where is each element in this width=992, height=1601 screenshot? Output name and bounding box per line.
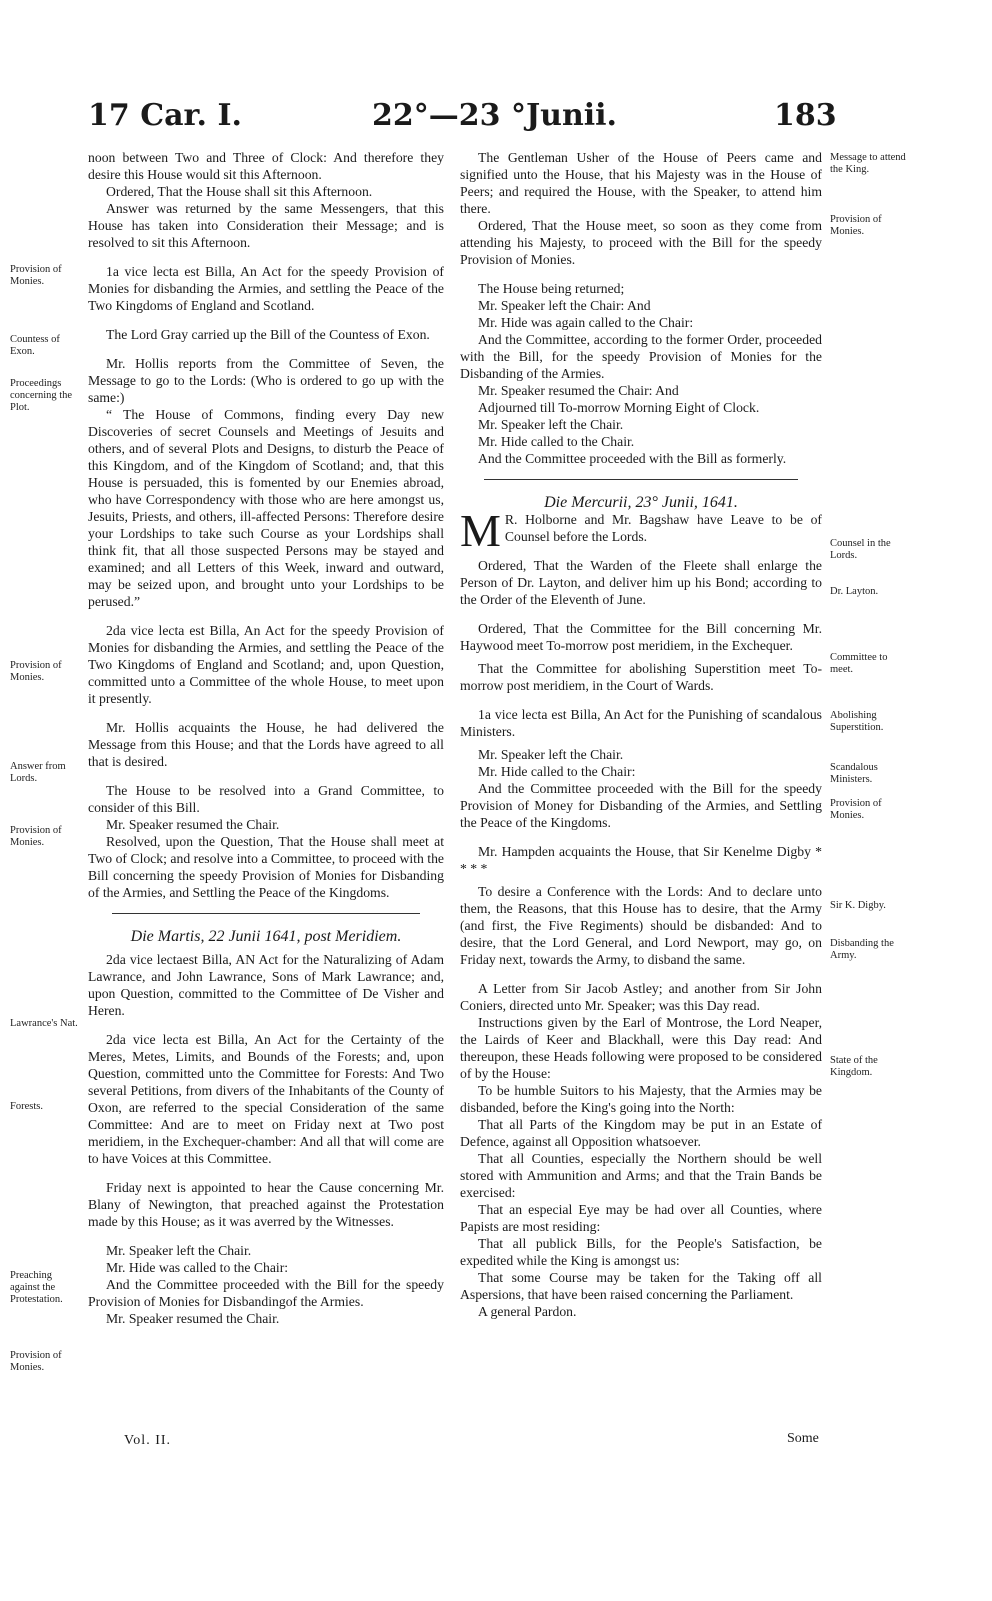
journal-paragraph: 1a vice lecta est Billa, An Act for the Punishing of scandalous Ministers. — [460, 707, 822, 739]
journal-paragraph: Mr. Speaker left the Chair. — [478, 417, 624, 432]
journal-paragraph: Mr. Hide was called to the Chair: — [106, 1260, 289, 1275]
running-head-regnal-year: 17 Car. I. — [88, 98, 242, 133]
margin-note: Provision of Monies. — [10, 1350, 62, 1373]
paragraph-gap — [88, 314, 444, 326]
journal-paragraph: Mr. Hide was again called to the Chair: — [478, 315, 694, 330]
catchword: Some — [787, 1431, 819, 1446]
drop-capital: M — [460, 505, 501, 556]
section-rule — [484, 479, 798, 480]
margin-note: Countess of Exon. — [10, 334, 60, 357]
journal-paragraph: Ordered, That the Warden of the Fleete shall enlarge the Person of Dr. Layton, and deliver him up his Bond; according to the Order of the Eleventh of June. — [460, 558, 822, 607]
margin-note: Dr. Layton. — [830, 586, 879, 597]
journal-paragraph: The House being returned; — [478, 281, 625, 296]
journal-paragraph: 2da vice lecta est Billa, An Act for the speedy Provision of Monies for disbanding the Armies, and settling the Peace of the Two Kingdoms of England and Scotland; and, upon Question, committed unto a Committee of the whole House, to meet upon it presently. — [88, 623, 444, 706]
journal-paragraph: That all Counties, especially the Northern should be well stored with Ammunition and Arms; and that the Train Bands be exercised: — [460, 1151, 822, 1200]
page-number: 183 — [774, 98, 837, 133]
volume-signature: Vol. II. — [124, 1433, 172, 1448]
paragraph-gap — [460, 608, 822, 620]
margin-note: Preaching against the Protestation. — [10, 1270, 63, 1305]
journal-paragraph: 1a vice lecta est Billa, An Act for the speedy Provision of Monies for disbanding the Armies, and settling the Peace of the Two Kingdoms of England and Scotland. — [88, 264, 444, 313]
journal-paragraph: Ordered, That the Committee for the Bill concerning Mr. Haywood meet To-morrow post meridiem, in the Exchequer. — [460, 621, 822, 653]
journal-paragraph: To be humble Suitors to his Majesty, that the Armies may be disbanded, before the King's going into the North: — [460, 1083, 822, 1115]
journal-paragraph: Ordered, That the House meet, so soon as they come from attending his Majesty, to proceed with the Bill for the speedy Provision of Monies. — [460, 218, 822, 267]
journal-paragraph: The House to be resolved into a Grand Committee, to consider of this Bill. — [88, 783, 444, 815]
margin-note: Proceedings concerning the Plot. — [10, 378, 73, 413]
journal-paragraph: Instructions given by the Earl of Montrose, the Lord Neaper, the Lairds of Keer and Blackhall, were this Day read: And thereupon, these Heads following were proposed to be considered of by the House: — [460, 1015, 822, 1081]
journal-paragraph: noon between Two and Three of Clock: And therefore they desire this House would sit this Afternoon. — [88, 150, 444, 182]
journal-paragraph: Mr. Speaker left the Chair: And — [478, 298, 651, 313]
running-head-dates: 22°—23 °Junii. — [372, 98, 617, 133]
journal-paragraph: “ The House of Commons, finding every Day new Discoveries of secret Counsels and Meetings of Jesuits and others, and of several Plots and Designs, to disturb the Peace of this Kingdom, and of the Kingdom of Scotland; and, that this House is persuaded, this is fomented by our Enemies abroad, who have Correspondency with those who are here amongst us, Jesuits, Priests, and others, ill-affected Persons: Therefore desire your Lordships to take such Course as your Lordships shall think fit, that all those suspected Persons may be stayed and examined; and all Letters of this Week, inward and outward, may be seized upon, and brought unto your Lordships to be perused.” — [88, 407, 444, 609]
paragraph-gap — [88, 610, 444, 622]
journal-paragraph: Mr. Speaker resumed the Chair: And — [478, 383, 679, 398]
journal-paragraph: The Lord Gray carried up the Bill of the Countess of Exon. — [106, 327, 430, 342]
journal-paragraph: Mr. Hampden acquaints the House, that Sir Kenelme Digby * * * * — [460, 844, 822, 876]
journal-paragraph: That an especial Eye may be had over all Counties, where Papists are most residing: — [460, 1202, 822, 1234]
paragraph-gap — [88, 1230, 444, 1242]
journal-paragraph: Mr. Hide called to the Chair: — [478, 764, 636, 779]
paragraph-gap — [88, 770, 444, 782]
journal-paragraph: Resolved, upon the Question, That the House shall meet at Two of Clock; and resolve into a Committee, to proceed with the Bill concerning the speedy Provision of Monies for Disbanding of the Armies, and Settling the Peace of the Kingdoms. — [88, 834, 444, 900]
journal-paragraph: And the Committee proceeded with the Bill as formerly. — [478, 451, 787, 466]
journal-paragraph: That the Committee for abolishing Superstition meet To-morrow post meridiem, in the Court of Wards. — [460, 661, 822, 693]
margin-note: Disbanding the Army. — [830, 938, 894, 961]
paragraph-gap — [88, 1019, 444, 1031]
paragraph-gap — [460, 268, 822, 280]
journal-paragraph: That all publick Bills, for the People's Satisfaction, be expedited while the King is amongst us: — [460, 1236, 822, 1268]
paragraph-gap — [460, 968, 822, 980]
paragraph-gap — [88, 343, 444, 355]
margin-note: Answer from Lords. — [10, 761, 66, 784]
paragraph-gap — [88, 707, 444, 719]
dropcap-paragraph-text: R. Holborne and Mr. Bagshaw have Leave to be of Counsel before the Lords. — [504, 512, 822, 544]
margin-note: Committee to meet. — [830, 652, 888, 675]
journal-paragraph: 2da vice lectaest Billa, AN Act for the Naturalizing of Adam Lawrance, and John Lawrance, Sons of Mark Lawrance; and, upon Question, committed to the Committee of De Visher and Heren. — [88, 952, 444, 1018]
margin-note: Provision of Monies. — [10, 825, 62, 848]
journal-paragraph: A Letter from Sir Jacob Astley; and another from Sir John Coniers, directed unto Mr. Speaker; was this Day read. — [460, 981, 822, 1013]
sitting-heading: Die Martis, 22 Junii 1641, post Meridiem. — [130, 928, 402, 945]
journal-paragraph: That some Course may be taken for the Taking off all Aspersions, that have been raised concerning the Parliament. — [460, 1270, 822, 1302]
margin-note: Provision of Monies. — [10, 264, 62, 287]
margin-note: Counsel in the Lords. — [830, 538, 891, 561]
journal-paragraph: A general Pardon. — [478, 1304, 577, 1319]
paragraph-gap — [460, 545, 822, 557]
paragraph-gap — [88, 251, 444, 263]
right-column — [460, 149, 822, 1320]
margin-note: Abolishing Superstition. — [830, 710, 884, 733]
margin-note: State of the Kingdom. — [830, 1055, 878, 1078]
margin-note: Scandalous Ministers. — [830, 762, 878, 785]
paragraph-gap — [88, 1167, 444, 1179]
sitting-heading: Die Mercurii, 23° Junii, 1641. — [544, 494, 738, 511]
margin-note: Provision of Monies. — [830, 798, 882, 821]
dropcap-paragraph — [460, 505, 822, 556]
journal-paragraph: And the Committee proceeded with the Bill for the speedy Provision of Money for Disbanding of the Armies, and Settling the Peace of the Kingdoms. — [460, 781, 822, 830]
margin-note: Lawrance's Nat. — [10, 1018, 78, 1029]
journal-paragraph: To desire a Conference with the Lords: And to declare unto them, the Reasons, that this House has to desire, that the Army (and first, the Five Regiments) should be disbanded: And to desire, that the Lord General, and Lord Newport, may go, on Friday next, towards the Army, to disband the same. — [460, 884, 822, 967]
journal-paragraph: 2da vice lecta est Billa, An Act for the Certainty of the Meres, Metes, Limits, and Bounds of the Forests; and, upon Question, committed unto the Committee for Forests: And Two several Petitions, from divers of the Inhabitants of the County of Oxon, are referred to the special Consideration of the same Committee: And are to meet on Friday next at Two post meridiem, in the Exchequer-chamber: And all that will come are to have Voices at this Committee. — [88, 1032, 444, 1166]
paragraph-gap — [460, 694, 822, 706]
journal-paragraph: Ordered, That the House shall sit this Afternoon. — [106, 184, 373, 199]
journal-paragraph: Mr. Speaker left the Chair. — [106, 1243, 252, 1258]
left-column — [88, 149, 444, 1327]
journal-paragraph: Answer was returned by the same Messengers, that this House has taken into Consideration their Message; and is resolved to sit this Afternoon. — [88, 201, 444, 250]
section-rule — [112, 913, 420, 914]
journal-paragraph: Adjourned till To-morrow Morning Eight of Clock. — [478, 400, 760, 415]
journal-paragraph: And the Committee proceeded with the Bill for the speedy Provision of Monies for Disbandingof the Armies. — [88, 1277, 444, 1309]
journal-paragraph: Mr. Speaker left the Chair. — [478, 747, 624, 762]
journal-paragraph: That all Parts of the Kingdom may be put in an Estate of Defence, against all Opposition whatsoever. — [460, 1117, 822, 1149]
journal-paragraph: The Gentleman Usher of the House of Peers came and signified unto the House, that his Majesty was in the House of Peers; and required the House, with the Speaker, to attend him there. — [460, 150, 822, 216]
margin-note: Provision of Monies. — [10, 660, 62, 683]
journal-paragraph: Mr. Hollis acquaints the House, he had delivered the Message from this House; and that the Lords have agreed to all that is desired. — [88, 720, 444, 769]
journal-paragraph: Mr. Speaker resumed the Chair. — [106, 1311, 280, 1326]
journal-paragraph: Mr. Hollis reports from the Committee of Seven, the Message to go to the Lords: (Who is ordered to go up with the same:) — [88, 356, 444, 405]
journal-paragraph: Mr. Speaker resumed the Chair. — [106, 817, 280, 832]
margin-note: Provision of Monies. — [830, 214, 882, 237]
journal-paragraph: Friday next is appointed to hear the Cause concerning Mr. Blany of Newington, that preached against the Protestation made by this House; as it was averred by the Witnesses. — [88, 1180, 444, 1229]
margin-note: Sir K. Digby. — [830, 900, 886, 911]
paragraph-gap — [460, 831, 822, 843]
journal-paragraph: Mr. Hide called to the Chair. — [478, 434, 635, 449]
margin-note: Forests. — [10, 1101, 43, 1112]
journal-paragraph: And the Committee, according to the former Order, proceeded with the Bill, for the speedy Provision of Monies for the Disbanding of the Armies. — [460, 332, 822, 381]
margin-note: Message to attend the King. — [830, 152, 906, 175]
